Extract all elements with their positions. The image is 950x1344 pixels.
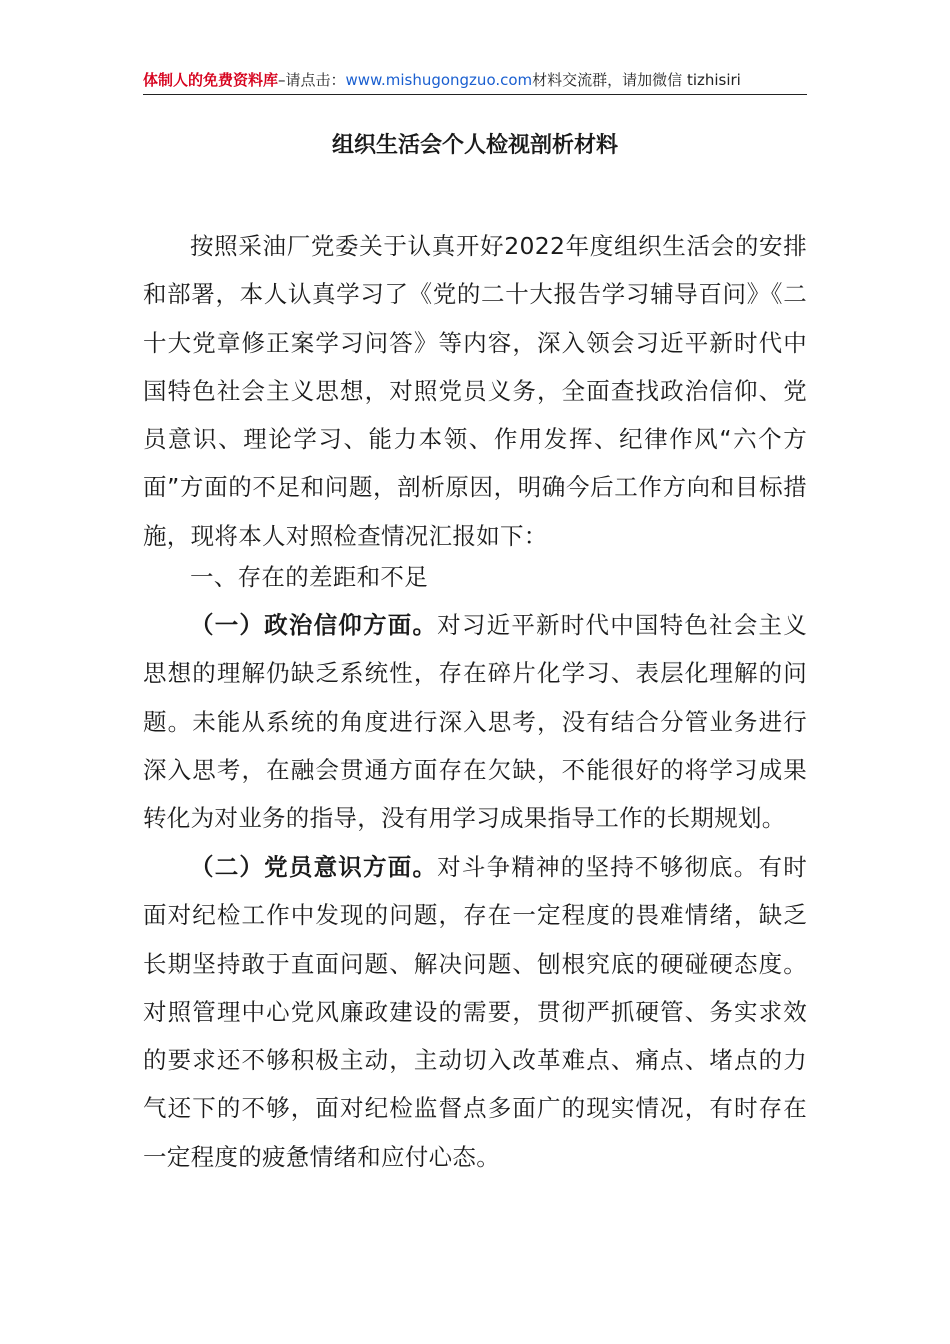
point-lead: （一）政治信仰方面。	[190, 611, 438, 639]
point-paragraph-political-belief	[143, 601, 807, 842]
document-title: 组织生活会个人检视剖析材料	[331, 133, 618, 158]
header-url-link[interactable]: www.mishugongzuo.com	[345, 71, 533, 89]
point-lead: （二）党员意识方面。	[190, 853, 438, 881]
header-click-prompt: –请点击：	[278, 71, 346, 89]
section-heading-1: 一、存在的差距和不足	[190, 563, 428, 591]
intro-paragraph: 按照采油厂党委关于认真开好2022年度组织生活会的安排和部署，本人认真学习了《党的二十大报告学习辅导百问》《二十大党章修正案学习问答》等内容，深入领会习近平新时代中国特色社会主义思想，对照党员义务，全面查找政治信仰、党员意识、理论学习、能力本领、作用发挥、纪律作风“六个方面”方面的不足和问题，剖析原因，明确今后工作方向和目标措施，现将本人对照检查情况汇报如下：	[143, 232, 807, 550]
header-library-name: 体制人的免费资料库	[143, 71, 279, 89]
point-paragraph-party-awareness	[143, 843, 807, 1181]
header-wechat-note: 材料交流群，请加微信 tizhisiri	[532, 71, 741, 89]
page-header	[143, 66, 807, 95]
point-text: 对习近平新时代中国特色社会主义思想的理解仍缺乏系统性，存在碎片化学习、表层化理解的问题。未能从系统的角度进行深入思考，没有结合分管业务进行深入思考，在融会贯通方面存在欠缺，不能很好的将学习成果转化为对业务的指导，没有用学习成果指导工作的长期规划。	[143, 611, 808, 833]
point-text: 对斗争精神的坚持不够彻底。有时面对纪检工作中发现的问题，存在一定程度的畏难情绪，缺乏长期坚持敢于直面问题、解决问题、刨根究底的硬碰硬态度。对照管理中心党风廉政建设的需要，贯彻严抓硬管、务实求效的要求还不够积极主动，主动切入改革难点、痛点、堵点的力气还下的不够，面对纪检监督点多面广的现实情况，有时存在一定程度的疲惫情绪和应付心态。	[143, 853, 808, 1171]
